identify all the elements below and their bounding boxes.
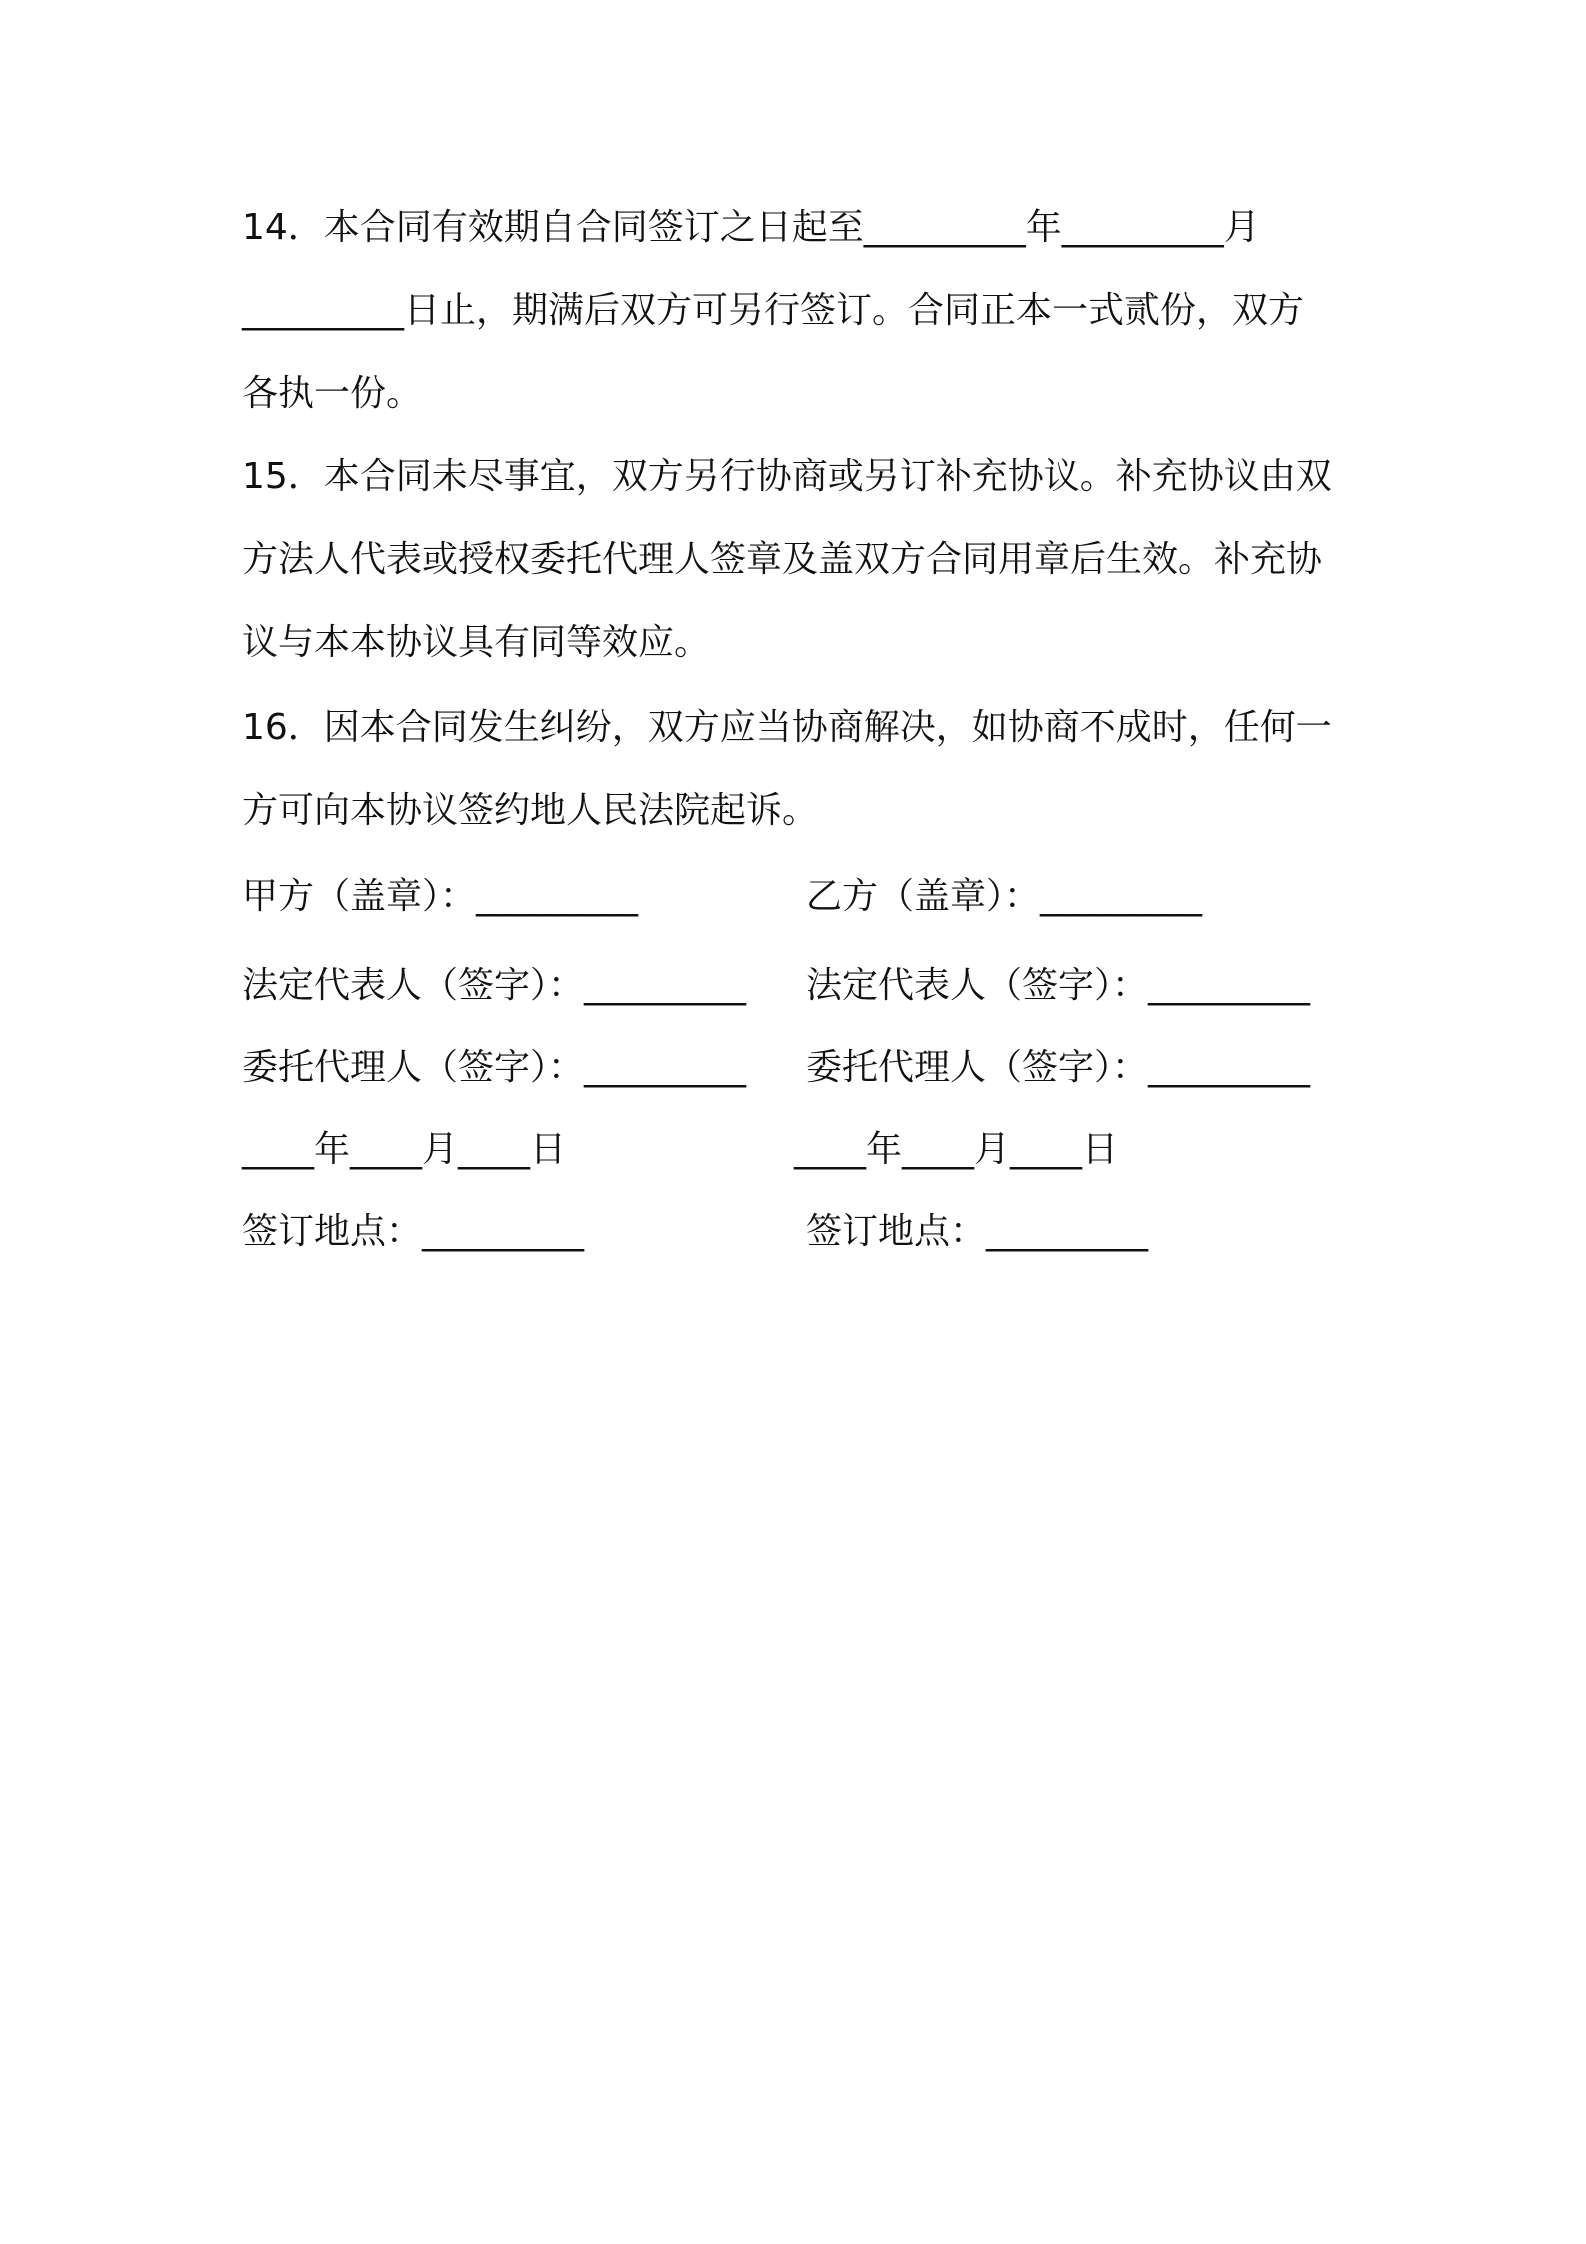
party-a-seal-field: 甲方（盖章）：_________: [242, 876, 639, 917]
party-b-legal-rep-field: 法定代表人（签字）：_________: [806, 965, 1311, 1006]
party-b-place-field: 签订地点：_________: [806, 1211, 1149, 1252]
clause-15: [242, 435, 1352, 684]
clause-16: [242, 686, 1352, 852]
party-b-date-field: ____年____月____日: [794, 1129, 1119, 1170]
party-a-date-field: ____年____月____日: [242, 1129, 567, 1170]
clause-14-line-1: 14．本合同有效期自合同签订之日起至_________年_________月: [242, 207, 1260, 248]
party-a-place-field: 签订地点：_________: [242, 1211, 585, 1252]
clause-15-line-2: 方法人代表或授权委托代理人签章及盖双方合同用章后生效。补充协: [242, 539, 1323, 580]
clause-15-line-3: 议与本本协议具有同等效应。: [242, 622, 711, 663]
clause-14-line-3: 各执一份。: [242, 373, 423, 414]
party-b-seal-field: 乙方（盖章）：_________: [806, 876, 1203, 917]
clause-16-line-2: 方可向本协议签约地人民法院起诉。: [242, 790, 819, 831]
clause-15-line-1: 15．本合同未尽事宜，双方另行协商或另订补充协议。补充协议由双: [242, 456, 1332, 497]
party-a-agent-field: 委托代理人（签字）：_________: [242, 1047, 747, 1088]
party-a-legal-rep-field: 法定代表人（签字）：_________: [242, 965, 747, 1006]
clause-14-line-2: _________日止，期满后双方可另行签订。合同正本一式贰份，双方: [242, 290, 1305, 331]
clause-14: [242, 186, 1352, 435]
party-b-agent-field: 委托代理人（签字）：_________: [806, 1047, 1311, 1088]
clause-16-line-1: 16．因本合同发生纠纷，双方应当协商解决，如协商不成时，任何一: [242, 707, 1332, 748]
